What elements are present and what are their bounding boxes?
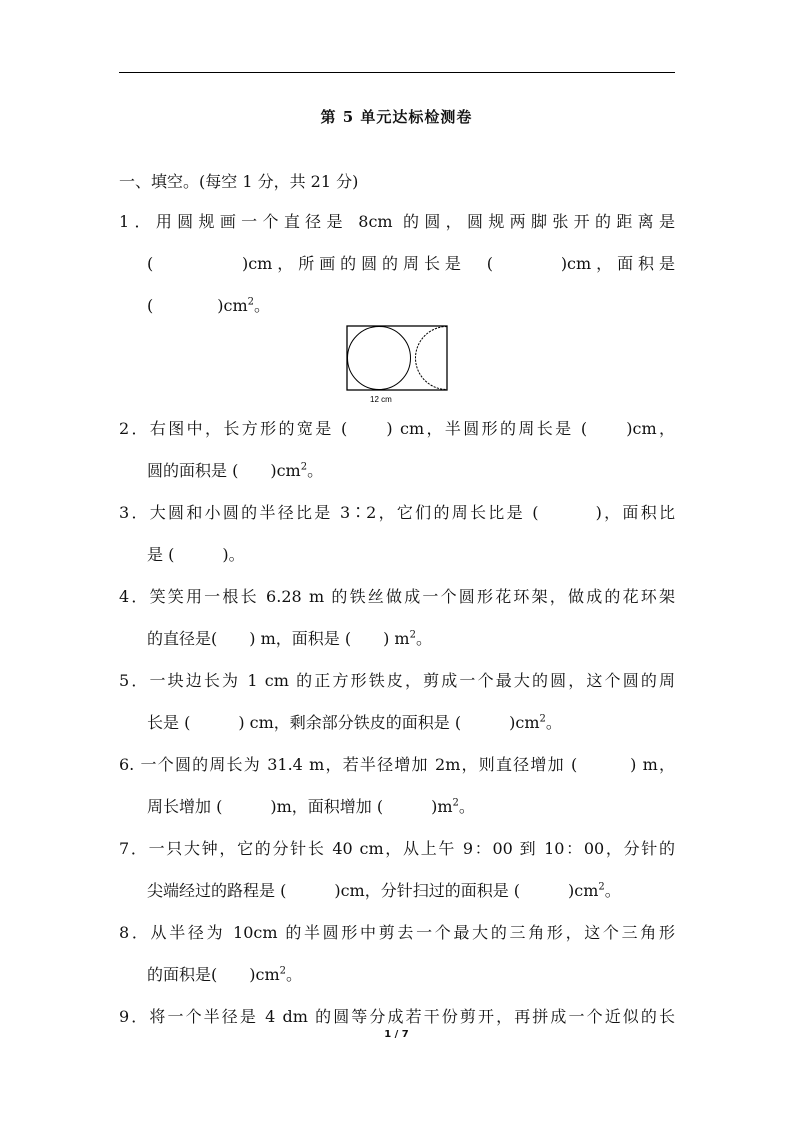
q5-line1: 5．一块边长为 1 cm 的正方形铁皮，剪成一个最大的圆，这个圆的周 (119, 671, 675, 690)
q7-line1: 7．一只大钟，它的分针长 40 cm，从上午 9：00 到 10：00，分针的 (119, 839, 675, 858)
q1-line3: ( )$cm^2$。 (147, 296, 271, 315)
header-rule (119, 72, 675, 73)
q7-line2: 尖端经过的路程是 ( )cm，分针扫过的面积是 ( )$cm^2$。 (147, 881, 621, 900)
q6-line2: 周长增加 ( )m，面积增加 ( )$m^2$。 (147, 797, 475, 816)
q4-line1: 4．笑笑用一根长 6.28 m 的铁丝做成一个圆形花环架，做成的花环架 (119, 587, 675, 606)
q8-line2: 的面积是( )$cm^2$。 (147, 965, 303, 984)
q3-line1: 3．大圆和小圆的半径比是 3∶2，它们的周长比是 ( )，面积比 (119, 503, 675, 522)
q8-line1: 8．从半径为 10cm 的半圆形中剪去一个最大的三角形，这个三角形 (119, 923, 675, 942)
q3-line2: 是 ( )。 (147, 545, 245, 564)
q2-line2: 圆的面积是 ( )$cm^2$。 (147, 461, 324, 480)
semicircle-shape (416, 327, 448, 390)
q6-line1: 6. 一个圆的周长为 31.4 m，若半径增加 2m，则直径增加 ( ) m， (119, 755, 675, 774)
q4-line2: 的直径是( ) m，面积是 ( ) $m^2$。 (147, 629, 432, 648)
figure-label: 12 cm (370, 395, 392, 404)
section-heading: 一、填空。(每空 1 分，共 21 分) (119, 172, 359, 191)
circle-shape (348, 327, 411, 390)
page-number: 1 / 7 (384, 1029, 409, 1040)
circle-rectangle-figure (344, 323, 450, 405)
q9-line1: 9．将一个半径是 4 dm 的圆等分成若干份剪开，再拼成一个近似的长 (119, 1007, 675, 1026)
q2-line1: 2．右图中，长方形的宽是 ( ) cm，半圆形的周长是 ( )cm， (119, 419, 675, 438)
rectangle-shape (347, 326, 447, 390)
page-title: 第 5 单元达标检测卷 (320, 108, 473, 126)
q5-line2: 长是 ( ) cm，剩余部分铁皮的面积是 ( )$cm^2$。 (147, 713, 562, 732)
q1-line1: 1．用圆规画一个直径是 8cm 的圆，圆规两脚张开的距离是 (119, 212, 675, 231)
q1-line2: ( )cm，所画的圆的周长是 ( )cm，面积是 (147, 254, 675, 273)
